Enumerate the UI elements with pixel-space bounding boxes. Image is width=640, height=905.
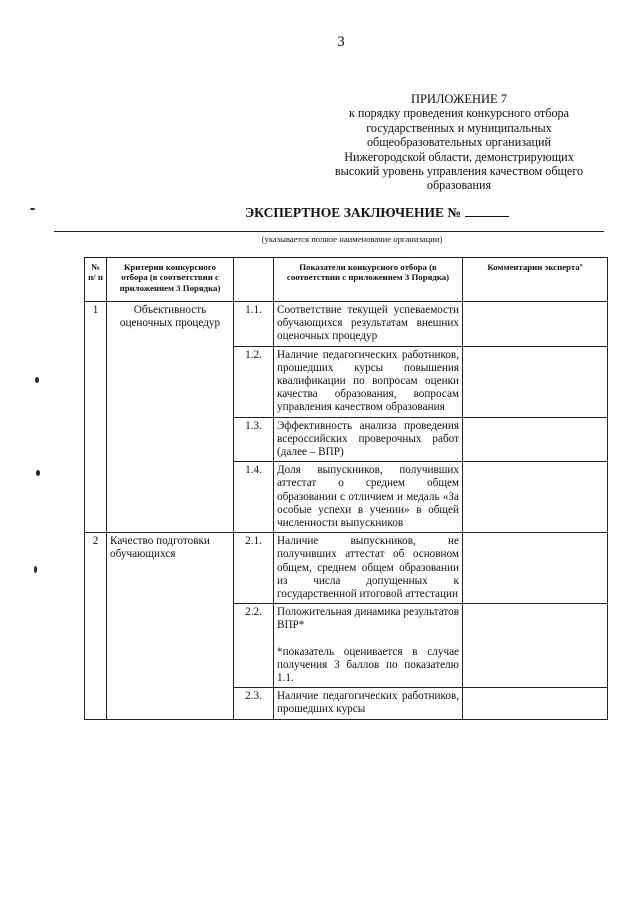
group-criterion: Объективность оценочных процедур [107,302,234,533]
appendix-block [318,92,600,193]
table-row [85,302,608,347]
appendix-line: Нижегородской области, демонстрирующих [344,149,574,164]
header-comments [463,258,608,302]
appendix-line: государственных и муниципальных [366,120,552,135]
appendix-line: к порядку проведения конкурсного отбора [348,106,570,121]
appendix-title: ПРИЛОЖЕНИЕ 7 [410,92,508,106]
item-indicator: Наличие педагогических работников, прошедших курсы повышения квалификации по вопросам оценки качества образования, вопросам управления качеством образования [274,346,463,417]
table-row [85,533,608,604]
group-number: 1 [85,302,107,533]
item-code: 1.2. [234,346,274,417]
header-comments-text: Комментарии эксперта [487,262,580,272]
group-criterion: Качество подготовки обучающихся [107,533,234,719]
header-comments-mark: * [579,264,583,270]
item-code: 2.1. [234,533,274,604]
page-number: 3 [337,34,345,50]
expert-comment-cell[interactable] [463,417,608,462]
item-indicator: Доля выпускников, получивших аттестат о среднем общем образовании с отличием и медаль «За особые успехи в учении» в общей численности выпускников [274,462,463,533]
expert-comment-cell[interactable] [463,462,608,533]
spacer [277,633,459,646]
item-indicator: Соответствие текущей успеваемости обучающихся результатам внешних оценочных процедур [274,302,463,347]
item-indicator: Наличие выпускников, не получивших аттестат об основном общем, среднем общем образовании из числа допущенных к государственной итоговой аттестации [274,533,463,604]
appendix-line: общеобразовательных организаций [366,135,552,150]
header-indicators: Показатели конкурсного отбора (в соответствии с приложением 3 Порядка) [274,258,463,302]
criteria-table [84,257,608,720]
expert-comment-cell[interactable] [463,533,608,604]
header-num: № п/ п [85,258,107,302]
scan-mark [35,377,39,383]
item-code: 1.4. [234,462,274,533]
item-code: 2.3. [234,688,274,719]
expert-comment-cell[interactable] [463,688,608,719]
item-code: 2.2. [234,604,274,688]
expert-conclusion-title [0,205,640,221]
item-indicator: Положительная динамика результатов ВПР* [277,606,459,632]
item-footnote: *показатель оценивается в случае получения 3 баллов по показателю 1.1. [277,645,459,685]
expert-comment-cell[interactable] [463,302,608,347]
scan-mark [36,470,40,476]
item-code: 1.1. [234,302,274,347]
item-indicator: Наличие педагогических работников, прошедших курсы [274,688,463,719]
table-header-row [85,258,608,302]
expert-comment-cell[interactable] [463,604,608,688]
expert-conclusion-title-text: ЭКСПЕРТНОЕ ЗАКЛЮЧЕНИЕ № [245,205,461,220]
organization-name-line [54,231,604,232]
scan-mark [34,566,37,573]
header-criteria: Критерии конкурсного отбора (в соответствии с приложением 3 Порядка) [107,258,234,302]
group-number: 2 [85,533,107,719]
expert-comment-cell[interactable] [463,346,608,417]
item-indicator-with-footnote [274,604,463,688]
item-indicator: Эффективность анализа проведения всероссийских проверочных работ (далее – ВПР) [274,417,463,462]
organization-name-note: (указывается полное наименование организации) [261,234,443,244]
appendix-line: образования [426,178,492,193]
scan-mark [30,208,35,210]
number-blank [465,205,509,217]
appendix-line: высокий уровень управления качеством общего [334,164,584,179]
item-code: 1.3. [234,417,274,462]
header-subnum [234,258,274,302]
